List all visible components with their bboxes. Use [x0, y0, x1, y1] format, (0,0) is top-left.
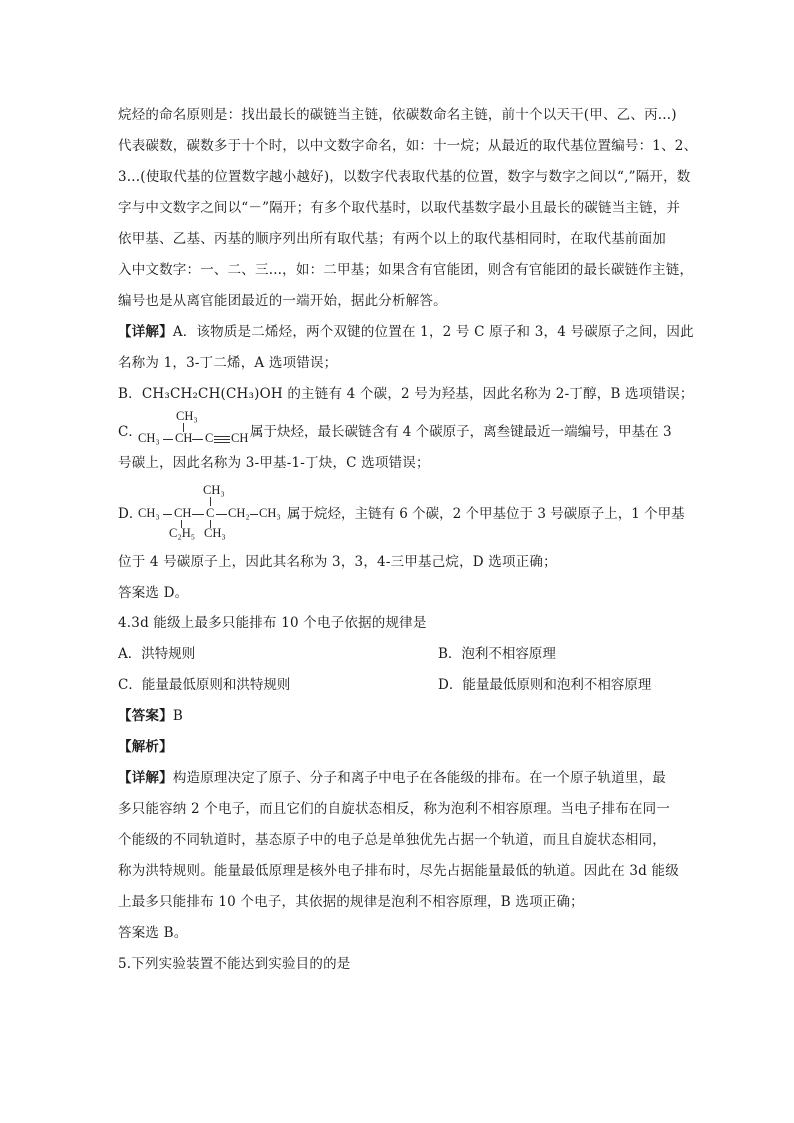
- q4-final: 答案选 B。: [118, 925, 188, 941]
- q4-stem: 4.3d 能级上最多只能排布 10 个电子依据的规律是: [118, 615, 427, 631]
- mol-d-e: CH₃: [259, 506, 281, 520]
- mol-d-top: CH₃: [203, 483, 225, 497]
- mol-c-bond-2: [192, 439, 203, 440]
- mol-c-d: CH: [231, 431, 249, 445]
- q4-detail-line-3: 个能级的不同轨道时，基态原子中的电子总是单独优先占据一个轨道，而且自旋状态相同，: [118, 832, 666, 848]
- mol-d-c: C: [206, 506, 215, 520]
- q4-detail-line-4: 称为洪特规则。能量最低原理是核外电子排布时，尽先占据能量最低的轨道。因此在 3d 能级: [118, 863, 679, 879]
- mol-d-bond-2: [192, 514, 204, 515]
- mol-d-vertical-bond-top: [210, 497, 211, 506]
- q4-option-c: C．能量最低原则和洪特规则: [118, 677, 291, 693]
- option-c-prefix: C．: [118, 424, 142, 440]
- mol-d-bond-1: [163, 514, 172, 515]
- option-d-prefix: D．: [118, 506, 143, 522]
- mol-c-c: C: [205, 431, 214, 445]
- mol-d-bond-4: [250, 514, 258, 515]
- intro-line-5: 依甲基、乙基、丙基的顺序列出所有取代基；有两个以上的取代基相同时，在取代基前面加: [118, 231, 666, 247]
- option-b-prefix: B．: [118, 386, 142, 402]
- option-b-text: 的主链有 4 个碳，2 号为羟基，因此名称为 2-丁醇，B 选项错误；: [282, 386, 694, 402]
- detail-a-line-1: [118, 323, 694, 341]
- option-d-text-2: 位于 4 号碳原子上，因此其名称为 3，3，4-三甲基己烷，D 选项正确；: [118, 554, 557, 570]
- mol-d-d: CH₂: [228, 506, 250, 520]
- mol-c-b: CH: [175, 431, 193, 445]
- intro-line-4: 字与中文数字之间以“－”隔开；有多个取代基时，以取代基数字最小且最长的碳链当主链，并: [118, 200, 681, 216]
- mol-d-a: CH₃: [138, 506, 160, 520]
- answer-bracket: 【答案】: [118, 708, 173, 724]
- q5-stem: 5.下列实验装置不能达到实验目的的是: [118, 956, 351, 972]
- intro-line-7: 编号也是从离官能团最近的一端开始，据此分析解答。: [118, 293, 447, 309]
- mol-d-bottom-b: CH₃: [204, 526, 226, 540]
- detail-a-text: A．该物质是二烯烃，两个双键的位置在 1，2 号 C 原子和 3，4 号碳原子之间，因此: [172, 324, 694, 340]
- q4-analysis-label: 【解析】: [118, 739, 173, 755]
- mol-c-triple-bond: [214, 436, 230, 443]
- option-c-text-1: 属于炔烃，最长碳链含有 4 个碳原子，离叁键最近一端编号，甲基在 3: [250, 424, 672, 440]
- mol-c-bond-1: [163, 439, 173, 440]
- q4-option-b: B．泡利不相容原理: [438, 646, 556, 662]
- answer-q3: 答案选 D。: [118, 585, 189, 601]
- mol-d-bond-3: [216, 514, 227, 515]
- mol-c-a: CH₃: [138, 431, 160, 445]
- q4-detail-line-5: 上最多只能排布 10 个电子，其依据的规律是泡利不相容原理，B 选项正确；: [118, 894, 584, 910]
- intro-line-6: 入中文数字：一、二、三...，如：二甲基；如果含有官能团，则含有官能团的最长碳链作主链，: [118, 262, 694, 278]
- intro-line-2: 代表碳数，碳数多于十个时，以中文数字命名，如：十一烷；从最近的取代基位置编号：1、2、: [118, 138, 698, 154]
- detail-a-line-2: 名称为 1，3-丁二烯，A 选项错误；: [118, 355, 338, 371]
- q4-answer: [118, 707, 678, 725]
- q4-detail-line-1: [118, 769, 678, 787]
- q4-detail-line-2: 多只能容纳 2 个电子，而且它们的自旋状态相反，称为泡利不相容原理。当电子排布在同一: [118, 801, 671, 817]
- mol-d-bottom-a: C₂H₅: [169, 526, 196, 540]
- mol-d-b: CH: [174, 506, 192, 520]
- q4-option-a: A．洪特规则: [118, 646, 196, 662]
- option-c-text-2: 号碳上，因此名称为 3-甲基-1-丁炔，C 选项错误；: [118, 455, 430, 471]
- detail-bracket: 【详解】: [118, 324, 173, 340]
- q4-detail-bracket: 【详解】: [118, 770, 173, 786]
- mol-c-top: CH₃: [176, 409, 198, 423]
- option-d-text-1: 属于烷烃，主链有 6 个碳，2 个甲基位于 3 号碳原子上，1 个甲基: [287, 506, 685, 522]
- intro-line-1: 烷烃的命名原则是：找出最长的碳链当主链，依碳数命名主链，前十个以天干(甲、乙、丙...): [118, 107, 677, 123]
- q4-option-d: D．能量最低原则和泡利不相容原理: [438, 677, 652, 693]
- option-b-line: [118, 385, 694, 403]
- intro-line-3: 3...(使取代基的位置数字越小越好)，以数字代表取代基的位置，数字与数字之间以“,”隔开，数: [118, 169, 691, 185]
- option-b-formula: CH₃CH₂CH(CH₃)OH: [141, 386, 283, 402]
- answer-value: B: [172, 708, 183, 724]
- q4-detail-text-1: 构造原理决定了原子、分子和离子中电子在各能级的排布。在一个原子轨道里，最: [172, 770, 667, 786]
